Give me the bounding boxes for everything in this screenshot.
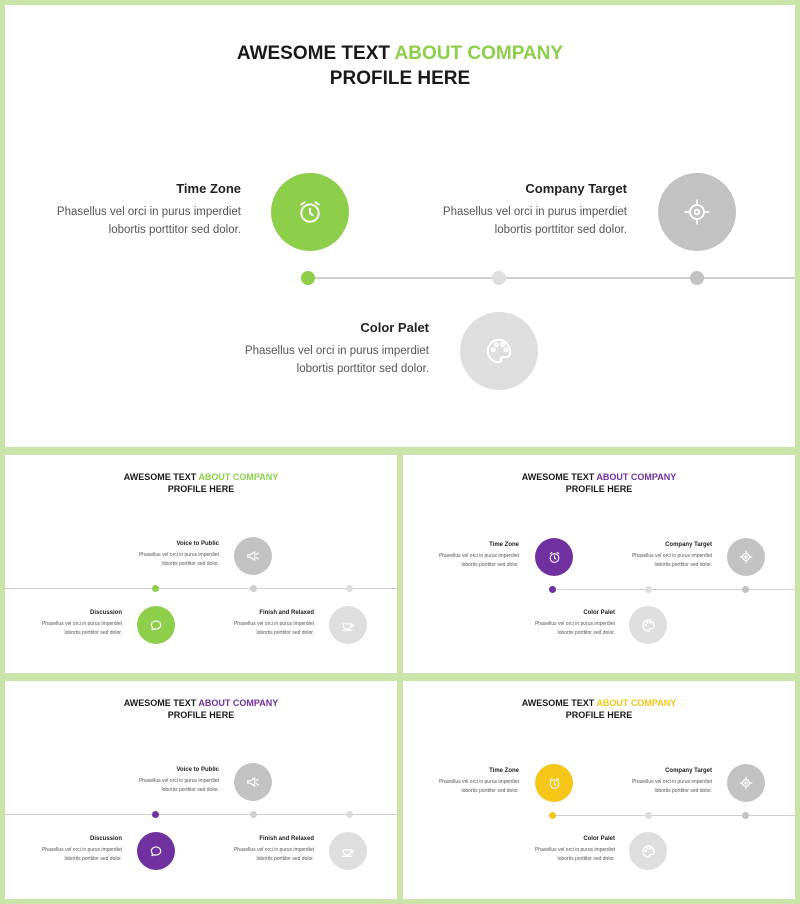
- item-text: Phasellus vel orci in purus imperdiet lobortis porttitor sed dolor.: [631, 779, 712, 794]
- timeline-dot: [492, 271, 506, 285]
- item-text: Phasellus vel orci in purus imperdiet lobortis porttitor sed dolor.: [41, 847, 122, 862]
- title-part1: AWESOME TEXT: [236, 43, 395, 64]
- palette-icon: [641, 618, 656, 633]
- thumbnail-slide-2[interactable]: [403, 455, 795, 673]
- slide-title: AWESOME TEXT ABOUT COMPANY PROFILE HERE: [521, 698, 677, 721]
- cup-icon-circle: [329, 606, 367, 644]
- timeline-dot-active: [152, 585, 159, 592]
- main-slide: [5, 5, 795, 447]
- item-text: Phasellus vel orci in purus imperdiet lobortis porttitor sed dolor.: [56, 206, 241, 237]
- timeline-dot-active: [301, 271, 315, 285]
- item-heading: Color Palet: [583, 836, 615, 842]
- cup-icon: [341, 844, 355, 858]
- palette-icon-circle: [629, 832, 667, 870]
- item-heading: Finish and Relaxed: [259, 610, 314, 616]
- item-text: Phasellus vel orci in purus imperdiet lobortis porttitor sed dolor.: [233, 847, 314, 862]
- timeline-dot: [690, 271, 704, 285]
- title-line2: PROFILE HERE: [329, 67, 471, 89]
- item-text: Phasellus vel orci in purus imperdiet lobortis porttitor sed dolor.: [438, 553, 519, 568]
- timeline-dot-active: [152, 811, 159, 818]
- palette-icon: [641, 844, 656, 859]
- item-heading: Color Palet: [360, 320, 429, 335]
- palette-icon-circle: [629, 606, 667, 644]
- item-heading: Time Zone: [489, 768, 519, 774]
- item-heading: Discussion: [89, 610, 122, 616]
- palette-icon-circle: [460, 312, 538, 390]
- megaphone-icon: [246, 549, 260, 563]
- timeline-dot: [645, 812, 652, 819]
- item-heading: Time Zone: [176, 181, 241, 196]
- chat-icon: [149, 844, 163, 858]
- item-heading: Voice to Public: [176, 541, 219, 547]
- item-heading: Finish and Relaxed: [259, 836, 314, 842]
- thumbnail-slide-1[interactable]: [5, 455, 397, 673]
- item-text: Phasellus vel orci in purus imperdiet lobortis porttitor sed dolor.: [631, 553, 712, 568]
- timeline-dot: [250, 811, 257, 818]
- target-icon: [739, 776, 753, 790]
- item-text: Phasellus vel orci in purus imperdiet lobortis porttitor sed dolor.: [244, 345, 429, 376]
- thumbnail-slide-3[interactable]: [5, 681, 397, 899]
- item-text: Phasellus vel orci in purus imperdiet lobortis porttitor sed dolor.: [442, 206, 627, 237]
- timeline-line: [5, 588, 397, 589]
- item-heading: Voice to Public: [176, 767, 219, 773]
- cup-icon: [341, 618, 355, 632]
- timeline-dot-active: [549, 586, 556, 593]
- megaphone-icon: [246, 775, 260, 789]
- item-text: Phasellus vel orci in purus imperdiet lobortis porttitor sed dolor.: [534, 847, 615, 862]
- item-heading: Company Target: [525, 181, 627, 196]
- chat-icon-circle: [137, 606, 175, 644]
- clock-icon: [548, 551, 561, 564]
- timeline-line: [5, 814, 397, 815]
- target-icon-circle: [658, 173, 736, 251]
- slide-title: [5, 42, 795, 91]
- thumbnail-slide-4[interactable]: [403, 681, 795, 899]
- timeline-dot: [645, 586, 652, 593]
- target-icon: [683, 198, 711, 226]
- item-heading: Time Zone: [489, 542, 519, 548]
- timeline-line: [307, 277, 795, 279]
- timeline-dot: [742, 812, 749, 819]
- item-text: Phasellus vel orci in purus imperdiet lobortis porttitor sed dolor.: [138, 778, 219, 793]
- item-heading: Discussion: [89, 836, 122, 842]
- slide-title: AWESOME TEXT ABOUT COMPANY PROFILE HERE: [123, 698, 279, 721]
- item-text: Phasellus vel orci in purus imperdiet lobortis porttitor sed dolor.: [41, 621, 122, 636]
- timeline-dot: [742, 586, 749, 593]
- slide-title: AWESOME TEXT ABOUT COMPANY PROFILE HERE: [521, 472, 677, 495]
- clock-icon-circle: [271, 173, 349, 251]
- item-text: Phasellus vel orci in purus imperdiet lobortis porttitor sed dolor.: [233, 621, 314, 636]
- cup-icon-circle: [329, 832, 367, 870]
- item-heading: Company Target: [665, 542, 712, 548]
- item-text: Phasellus vel orci in purus imperdiet lobortis porttitor sed dolor.: [438, 779, 519, 794]
- item-text: Phasellus vel orci in purus imperdiet lobortis porttitor sed dolor.: [534, 621, 615, 636]
- clock-icon: [297, 199, 323, 225]
- timeline-line: [551, 815, 795, 816]
- chat-icon: [149, 618, 163, 632]
- timeline-dot: [346, 811, 353, 818]
- item-heading: Color Palet: [583, 610, 615, 616]
- target-icon-circle: [727, 764, 765, 802]
- clock-icon-circle: [535, 764, 573, 802]
- target-icon: [739, 550, 753, 564]
- clock-icon-circle: [535, 538, 573, 576]
- megaphone-icon-circle: [234, 763, 272, 801]
- timeline-dot: [250, 585, 257, 592]
- palette-icon: [484, 336, 514, 366]
- item-text: Phasellus vel orci in purus imperdiet lobortis porttitor sed dolor.: [138, 552, 219, 567]
- timeline-dot: [346, 585, 353, 592]
- timeline-line: [551, 589, 795, 590]
- title-part2: ABOUT COMPANY: [394, 43, 564, 64]
- slide-title: AWESOME TEXT ABOUT COMPANY PROFILE HERE: [123, 472, 279, 495]
- megaphone-icon-circle: [234, 537, 272, 575]
- timeline-dot-active: [549, 812, 556, 819]
- clock-icon: [548, 777, 561, 790]
- target-icon-circle: [727, 538, 765, 576]
- chat-icon-circle: [137, 832, 175, 870]
- item-heading: Company Target: [665, 768, 712, 774]
